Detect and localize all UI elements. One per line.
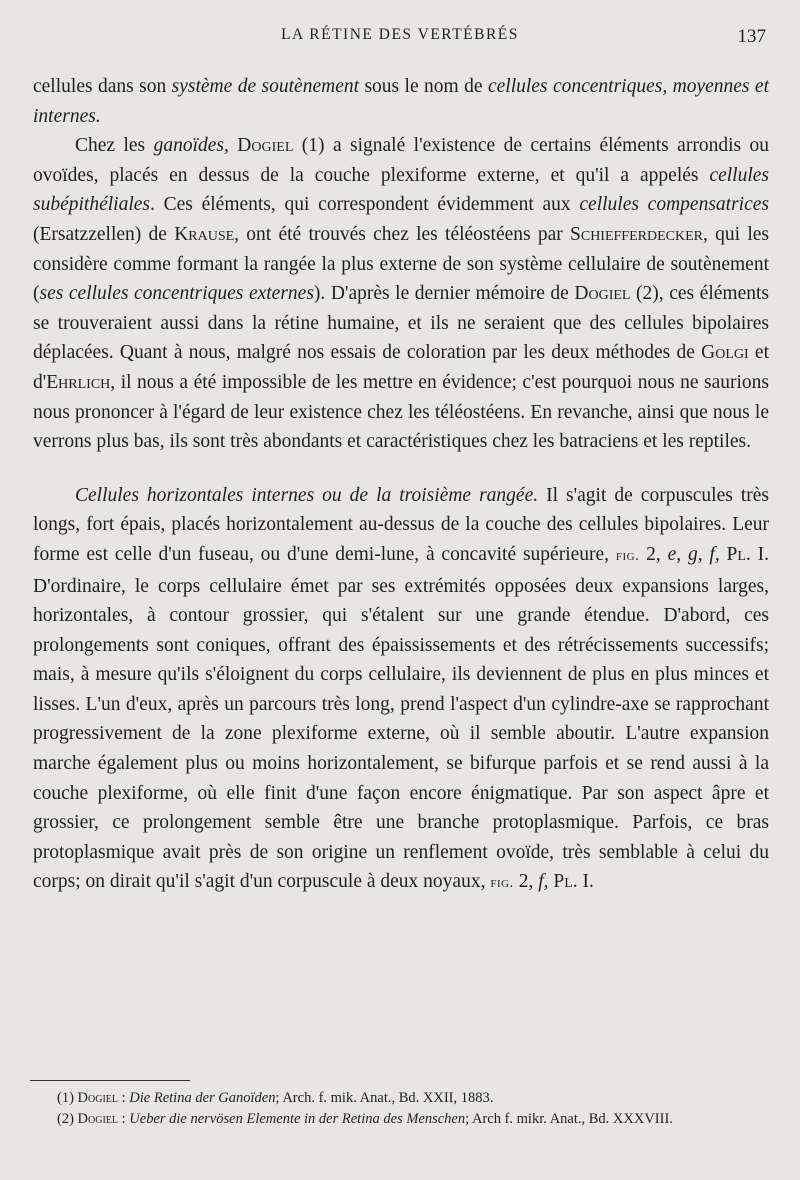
text-run: 2, <box>639 543 668 565</box>
text-run: I. D'ordinaire, le corps cellulaire émet par ses extrémités opposées deux expansions larges, horizontales, à contour grossier, qui s'étalent sur une grande étendue. D'abord, ces prolongements sont coniques, offrant des épaississements et des rétrécissements successifs; mais, à mesure qu'ils s'éloignent du corps cellulaire, ils deviennent de plus en plus minces et lisses. L'un d'eux, après un parcours très long, prend l'aspect d'un cylindre-axe se rapprochant progressivement de la zone plexiforme externe, où il semble aboutir. L'autre expansion marche également plus ou moins horizontalement, se bifurque parfois et se rend aussi à la couche plexiforme, où elle finit d'une façon encore énigmatique. Par son aspect âpre et grossier, ce prolongement semble être une branche protoplasmique. Parfois, ce bras protoplasmique avait près de son origine un renflement ovoïde, très semblable à celui du corps; on dirait qu'il s'agit d'un corpuscule à deux noyaux, <box>33 543 770 893</box>
text-run: I. <box>577 871 594 893</box>
text-run: ; Arch f. mikr. Anat., Bd. XXXVIII. <box>465 1111 673 1127</box>
figure-reference: fig. <box>490 875 514 892</box>
author-name: Dogiel <box>237 135 294 157</box>
text-run: ; Arch. f. mik. Anat., Bd. XXII, 1883. <box>275 1090 494 1106</box>
paragraph <box>33 131 769 457</box>
text-run: Il s'agit de corpuscules très longs, fort épais, placés horizontalement au-dessus de la couche des cellules bipolaires. Leur forme est celle d'un fuseau, ou d'une demi-lune, à concavité supérieure, <box>33 484 769 565</box>
author-name: Golgi <box>701 342 749 364</box>
italic-run: cellules concentriques, moyennes et internes. <box>33 76 770 127</box>
text-run: et d' <box>33 342 770 393</box>
author-name: Dogiel <box>77 1090 119 1106</box>
italic-run: Ueber die nervösen Elemente in der Retina des Menschen <box>129 1111 466 1127</box>
italic-run: ses cellules concentriques externes <box>39 283 314 305</box>
text-run: sous le nom de <box>359 76 488 97</box>
text-run: 2, <box>513 871 539 893</box>
text-run: : <box>118 1111 130 1127</box>
text-run: : <box>118 1090 130 1106</box>
italic-run: Cellules horizontales internes ou de la troisième rangée. <box>75 484 539 506</box>
text-run: (1) <box>57 1090 78 1106</box>
author-name: Dogiel <box>77 1111 119 1127</box>
text-run: , <box>224 135 238 157</box>
text-run: (2), ces éléments se trouveraient aussi dans la rétine humaine, et ils ne seraient que des cellules bipolaires déplacées. Quant à nous, malgré nos essais de coloration par les deux méthodes de <box>33 283 769 364</box>
text-run: . Ces éléments, qui correspondent évidemment aux <box>149 194 580 216</box>
italic-run: e, g, f, <box>667 543 720 565</box>
author-name: Ehrlich <box>46 371 111 393</box>
italic-run: Die Retina der Ganoïden <box>129 1090 276 1106</box>
text-run: Chez les <box>75 135 154 157</box>
text-run: (1) a signalé l'existence de certains éléments arrondis ou ovoïdes, placés en dessus de la couche plexiforme externe, et qu'il a appelés <box>33 135 769 186</box>
text-run <box>720 544 727 565</box>
author-name: Dogiel <box>574 283 631 305</box>
paragraph <box>33 481 769 899</box>
italic-run: cellules compensatrices <box>579 194 769 216</box>
italic-run: ganoïdes <box>153 135 224 157</box>
italic-run: f, <box>538 871 549 893</box>
text-run: , ont été trouvés chez les téléostéens par <box>234 223 571 245</box>
text-run: , qui les considère comme formant la rangée la plus externe de son système cellulaire de soutènement ( <box>33 223 769 305</box>
author-name: Schiefferdecker <box>570 223 703 245</box>
footnotes <box>33 1088 769 1130</box>
italic-run: système de soutènement <box>171 76 360 97</box>
footnote-rule <box>30 1080 190 1081</box>
author-name: Pl. <box>553 871 578 893</box>
author-name: Pl. <box>726 543 751 565</box>
running-head <box>0 22 800 52</box>
running-title: LA RÉTINE DES VERTÉBRÉS <box>281 26 519 43</box>
body-text <box>33 72 769 899</box>
text-run: (Ersatzzellen) de <box>33 223 175 245</box>
footnote <box>33 1109 769 1130</box>
text-run: , il nous a été impossible de les mettre en évidence; c'est pourquoi nous ne saurions nous prononcer à l'égard de leur existence chez les téléostéens. En revanche, ainsi que nous le verrons plus bas, ils sont très abondants et caractéristiques chez les batraciens et les reptiles. <box>33 371 769 453</box>
text-run: (2) <box>57 1111 78 1127</box>
figure-reference: fig. <box>615 547 640 564</box>
paragraph <box>33 72 769 131</box>
page-number: 137 <box>737 26 766 47</box>
text-run: cellules dans son <box>33 76 172 97</box>
italic-run: cellules subépithéliales <box>33 164 769 216</box>
text-run: ). D'après le dernier mémoire de <box>313 283 575 305</box>
footnote <box>33 1088 769 1109</box>
author-name: Krause <box>174 223 235 245</box>
